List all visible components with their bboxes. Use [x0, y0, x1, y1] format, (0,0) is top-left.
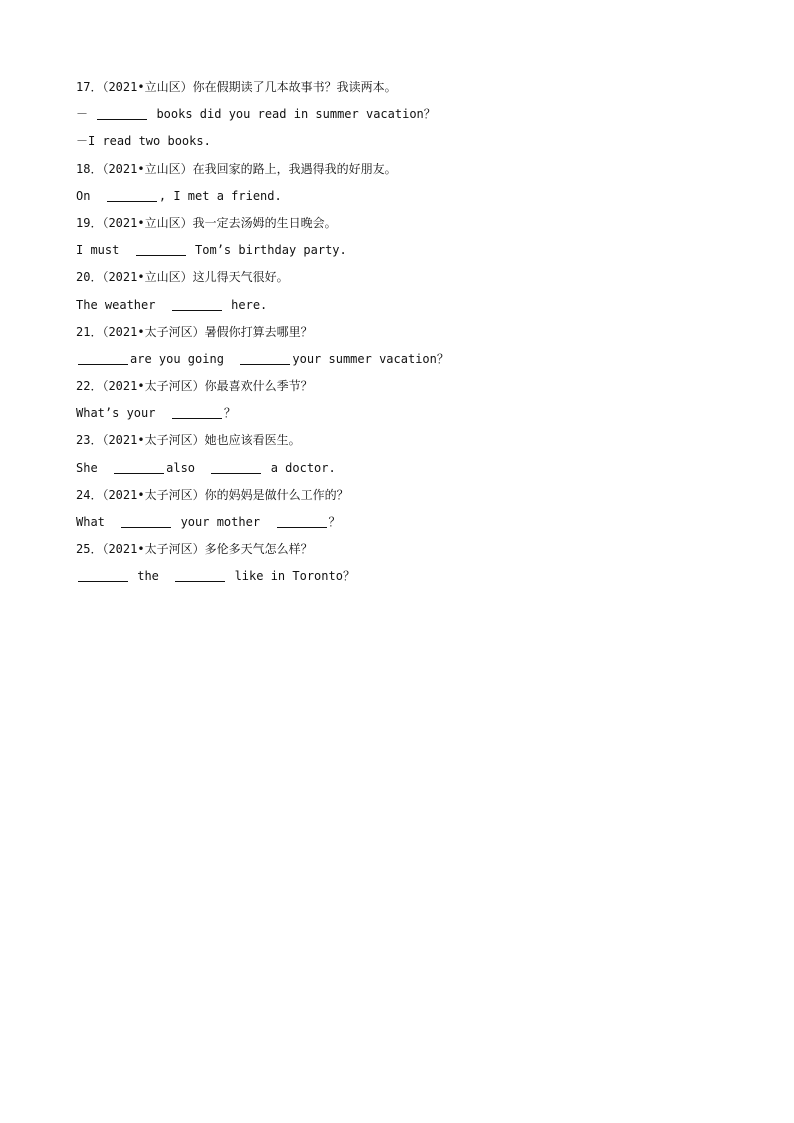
answer-line	[76, 400, 756, 427]
question-prompt: 18．（2021•立山区）在我回家的路上，我遇得我的好朋友。	[76, 161, 397, 176]
answer-text: On	[76, 188, 105, 203]
answer-text: are you going	[130, 351, 239, 366]
answer-text: The weather	[76, 297, 170, 312]
answer-text: －I read two books.	[76, 134, 211, 149]
answer-text: a doctor.	[263, 460, 336, 475]
answer-line	[76, 183, 756, 210]
answer-blank[interactable]	[78, 567, 128, 582]
answer-blank[interactable]	[97, 105, 147, 120]
answer-text: She	[76, 460, 113, 475]
answer-text: Tom’s birthday party.	[187, 243, 347, 258]
answer-blank[interactable]	[121, 513, 171, 528]
answer-text: What’s your	[76, 406, 170, 421]
question-prompt: 23．（2021•太子河区）她也应该看医生。	[76, 433, 301, 448]
answer-line	[76, 346, 756, 373]
answer-blank[interactable]	[114, 459, 164, 474]
answer-blank[interactable]	[175, 567, 225, 582]
answer-line	[76, 455, 756, 482]
answer-text: books did you read in summer vacation？	[149, 107, 436, 122]
answer-line	[76, 509, 756, 536]
answer-blank[interactable]	[240, 350, 290, 365]
question-prompt: 17．（2021•立山区）你在假期读了几本故事书？我读两本。	[76, 80, 397, 94]
answer-text: I must	[76, 243, 134, 258]
answer-text: your mother	[173, 515, 275, 529]
question-prompt: 21．（2021•太子河区）暑假你打算去哪里？	[76, 324, 313, 339]
answer-blank[interactable]	[277, 513, 327, 528]
answer-blank[interactable]	[172, 296, 222, 311]
answer-text: your summer vacation？	[292, 351, 449, 366]
answer-blank[interactable]	[78, 350, 128, 365]
answer-text: here.	[223, 297, 268, 312]
answer-text: also	[166, 460, 210, 475]
question-prompt: 25．（2021•太子河区）多伦多天气怎么样？	[76, 542, 313, 557]
answer-text: What	[76, 515, 120, 529]
answer-text: －	[76, 107, 96, 122]
answer-text: ？	[223, 406, 236, 421]
answer-text: like in Toronto？	[227, 569, 355, 584]
answer-line	[76, 292, 756, 319]
answer-line	[76, 101, 756, 128]
answer-blank[interactable]	[211, 459, 261, 474]
answer-line	[76, 563, 756, 590]
answer-text: the	[130, 569, 174, 584]
answer-blank[interactable]	[136, 241, 186, 256]
answer-line	[76, 128, 756, 155]
question-prompt: 24．（2021•太子河区）你的妈妈是做什么工作的？	[76, 487, 349, 502]
question-prompt: 20．（2021•立山区）这儿得天气很好。	[76, 270, 289, 285]
worksheet-page	[76, 74, 756, 591]
question-prompt: 19．（2021•立山区）我一定去汤姆的生日晚会。	[76, 215, 337, 230]
answer-blank[interactable]	[172, 404, 222, 419]
answer-blank[interactable]	[107, 187, 157, 202]
answer-text: ？	[328, 515, 341, 529]
answer-text: , I met a friend.	[158, 188, 282, 203]
answer-line	[76, 237, 756, 264]
question-prompt: 22．（2021•太子河区）你最喜欢什么季节？	[76, 379, 313, 394]
